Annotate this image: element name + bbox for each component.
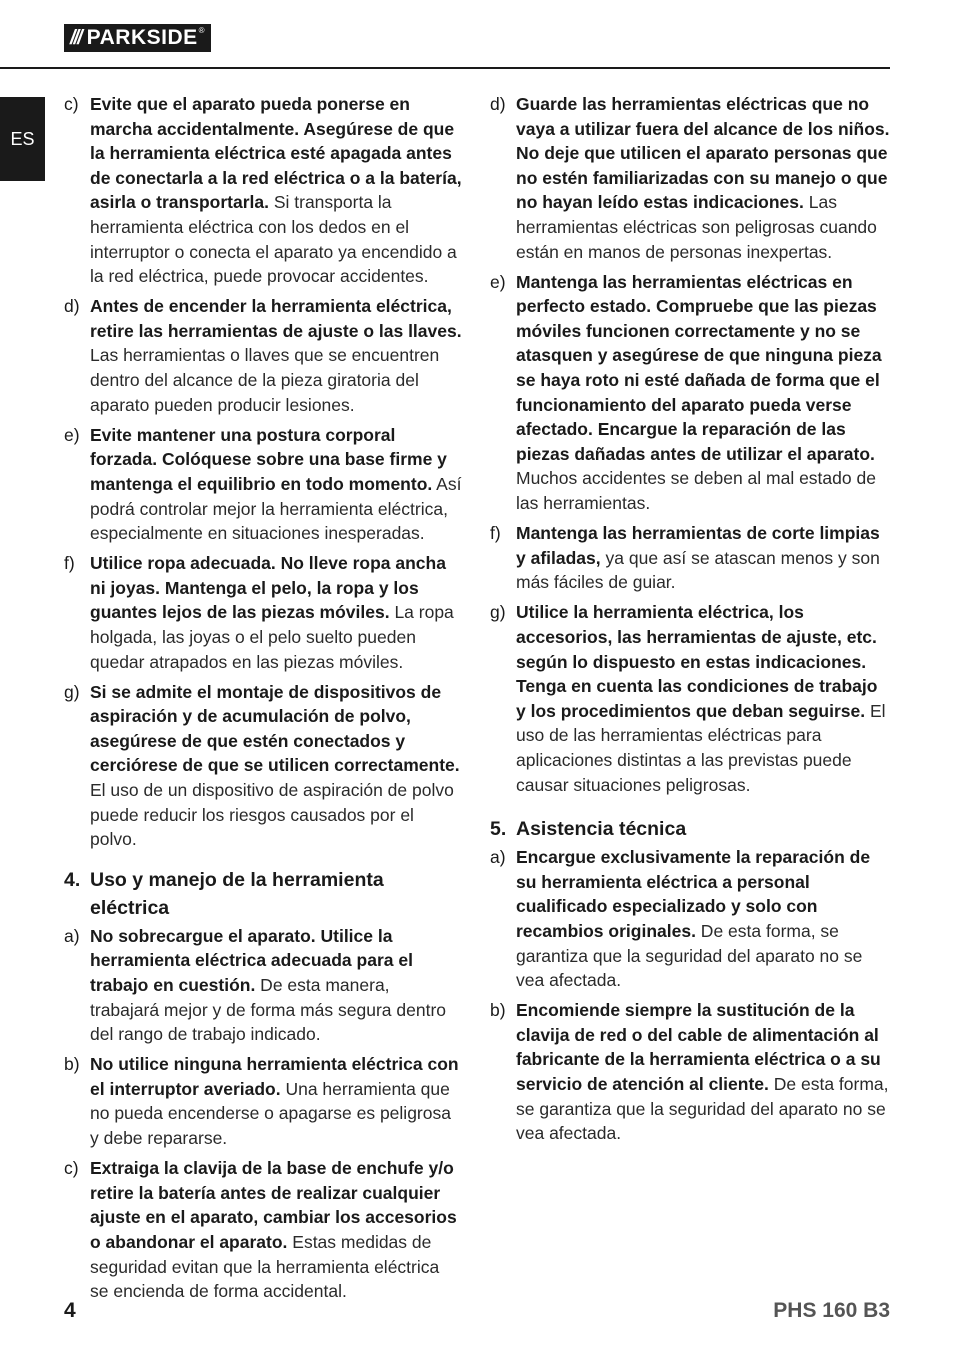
list-item [64,924,462,1047]
parkside-logo [64,24,211,52]
section-number: 4. [64,868,81,891]
item-normal-text: De esta manera, trabajará mejor y de forma más segura dentro del rango de trabajo indicado. [90,975,446,1045]
item-letter: a) [490,847,506,868]
left-column [64,92,462,1309]
item-normal-text: Muchos accidentes se deben al mal estado de las herramientas. [516,468,876,513]
list-item [64,92,462,289]
list-item [64,294,462,417]
language-tab: ES [0,97,45,181]
item-letter: e) [64,424,80,445]
section-4-heading [64,866,462,922]
item-bold-text: Evite que el aparato pueda ponerse en marcha accidentalmente. Asegúrese de que la herramienta eléctrica esté apagada antes de conectarla a la red eléctrica o a la batería, asirla o transportarla. [90,94,462,213]
left-items-list [64,92,462,852]
item-normal-text: Así podrá controlar mejor la herramienta eléctrica, especialmente en situaciones inesperadas. [90,473,462,544]
section-title: Uso y manejo de la herramienta eléctrica [90,868,384,919]
page-number: 4 [64,1299,76,1322]
right-column [490,92,890,1151]
item-bold-text: Encargue exclusivamente la reparación de su herramienta eléctrica a personal cualificado especializado y solo con recambios originales. [516,847,871,941]
logo-registered-mark: ® [198,25,205,35]
item-bold-text: Si se admite el montaje de dispositivos de aspiración y de acumulación de polvo, asegúrese de que estén conectados y cerciórese de que se utilicen correctamente. [90,681,460,776]
right-items-list [490,92,890,797]
section-number: 5. [490,818,507,841]
list-item [490,270,890,516]
list-item [64,1156,462,1304]
item-normal-text: De esta forma, se garantiza que la seguridad del aparato no se vea afectada. [516,1073,889,1144]
item-normal-text: Estas medidas de seguridad evitan que la herramienta eléctrica se encienda de forma accidental. [90,1231,440,1302]
header-divider [0,67,890,69]
item-bold-text: Mantenga las herramientas eléctricas en perfecto estado. Compruebe que las piezas móviles funcionen correctamente y no se atasquen y asegúrese de que ninguna pieza se haya roto ni esté dañada de forma que el funcionamiento del aparato pueda verse afectado. Encargue la reparación de las piezas dañadas antes de utilizar el aparato. [516,271,882,464]
item-letter: g) [64,681,80,702]
list-item [64,680,462,852]
item-letter: c) [64,94,79,114]
list-item [64,1052,462,1150]
item-bold-text: Utilice la herramienta eléctrica, los accesorios, las herramientas de ajuste, etc. según lo dispuesto en estas indicaciones. Tenga en cuenta las condiciones de trabajo y los procedimientos que deban seguirse. [516,602,878,721]
item-bold-text: Guarde las herramientas eléctricas que no vaya a utilizar fuera del alcance de los niños. No deje que utilicen el aparato personas que no estén familiarizadas con su manejo o que no hayan leído estas indicaciones. [516,94,890,213]
logo-stripes: /// [70,26,81,49]
item-body [516,521,890,595]
list-item [64,423,462,546]
item-body [516,600,890,797]
item-bold-text: No utilice ninguna herramienta eléctrica con el interruptor averiado. [90,1054,459,1099]
item-body [90,423,462,546]
item-body [516,270,890,516]
list-item [490,521,890,595]
item-letter: d) [64,296,80,317]
item-body [516,92,890,264]
item-bold-text: Evite mantener una postura corporal forzada. Colóquese sobre una base firme y mantenga el equilibrio en todo momento. [90,424,447,494]
list-item [490,998,890,1146]
item-body [90,924,462,1047]
list-item [64,551,462,674]
item-body [516,845,890,993]
section-title: Asistencia técnica [516,818,687,841]
item-letter: f) [490,523,501,544]
item-normal-text: Las herramientas o llaves que se encuentren dentro del alcance de la pieza giratoria del aparato pueden producir lesiones. [90,345,440,415]
item-letter: c) [64,1158,79,1179]
item-bold-text: Antes de encender la herramienta eléctrica, retire las herramientas de ajuste o las llaves. [90,296,462,341]
item-bold-text: Utilice ropa adecuada. No lleve ropa ancha ni joyas. Mantenga el pelo, la ropa y los guantes lejos de las piezas móviles. [90,553,446,623]
item-body [90,294,462,417]
list-item [490,92,890,264]
item-body [90,1052,462,1150]
item-normal-text: Una herramienta que no pueda encenderse o apagarse es peligrosa y debe repararse. [90,1078,451,1149]
item-body [90,551,462,674]
item-normal-text: De esta forma, se garantiza que la seguridad del aparato no se vea afectada. [516,920,863,991]
model-number: PHS 160 B3 [773,1299,890,1322]
item-body [90,1156,462,1304]
item-letter: b) [64,1054,80,1075]
item-letter: g) [490,602,506,623]
section-5-heading [490,815,890,843]
item-normal-text: El uso de un dispositivo de aspiración de polvo puede reducir los riesgos causados por el polvo. [90,780,454,850]
logo-text: PARKSIDE [86,26,198,49]
item-letter: d) [490,94,506,114]
item-body [90,680,462,852]
item-bold-text: Encomiende siempre la sustitución de la clavija de red o del cable de alimentación al fabricante de la herramienta eléctrica o a su servicio de atención al cliente. [516,1000,881,1094]
item-normal-text: Si transporta la herramienta eléctrica con los dedos en el interruptor o conecta el aparato ya encendido a la red eléctrica, puede provocar accidentes. [90,192,457,287]
item-bold-text: Extraiga la clavija de la base de enchufe y/o retire la batería antes de realizar cualquier ajuste en el aparato, cambiar los accesorios o abandonar el aparato. [90,1158,457,1252]
section-5-items [490,845,890,1146]
item-body [516,998,890,1146]
item-bold-text: No sobrecargue el aparato. Utilice la herramienta eléctrica adecuada para el trabajo en cuestión. [90,925,413,995]
item-normal-text: Las herramientas eléctricas son peligrosas cuando están en manos de personas inexpertas. [516,192,877,262]
item-letter: f) [64,553,75,574]
item-normal-text: El uso de las herramientas eléctricas para aplicaciones distintas a las previstas puede causar situaciones peligrosas. [516,700,886,795]
list-item [490,600,890,797]
item-normal-text: La ropa holgada, las joyas o el pelo suelto pueden quedar atrapados en las piezas móviles. [90,602,454,672]
item-bold-text: Mantenga las herramientas de corte limpias y afiladas, [516,523,880,568]
item-letter: a) [64,925,80,946]
item-body [90,92,462,289]
item-letter: e) [490,271,506,292]
item-letter: b) [490,1000,506,1021]
section-4-items [64,924,462,1304]
item-normal-text: ya que así se atascan menos y son más fáciles de guiar. [516,547,880,593]
list-item [490,845,890,993]
